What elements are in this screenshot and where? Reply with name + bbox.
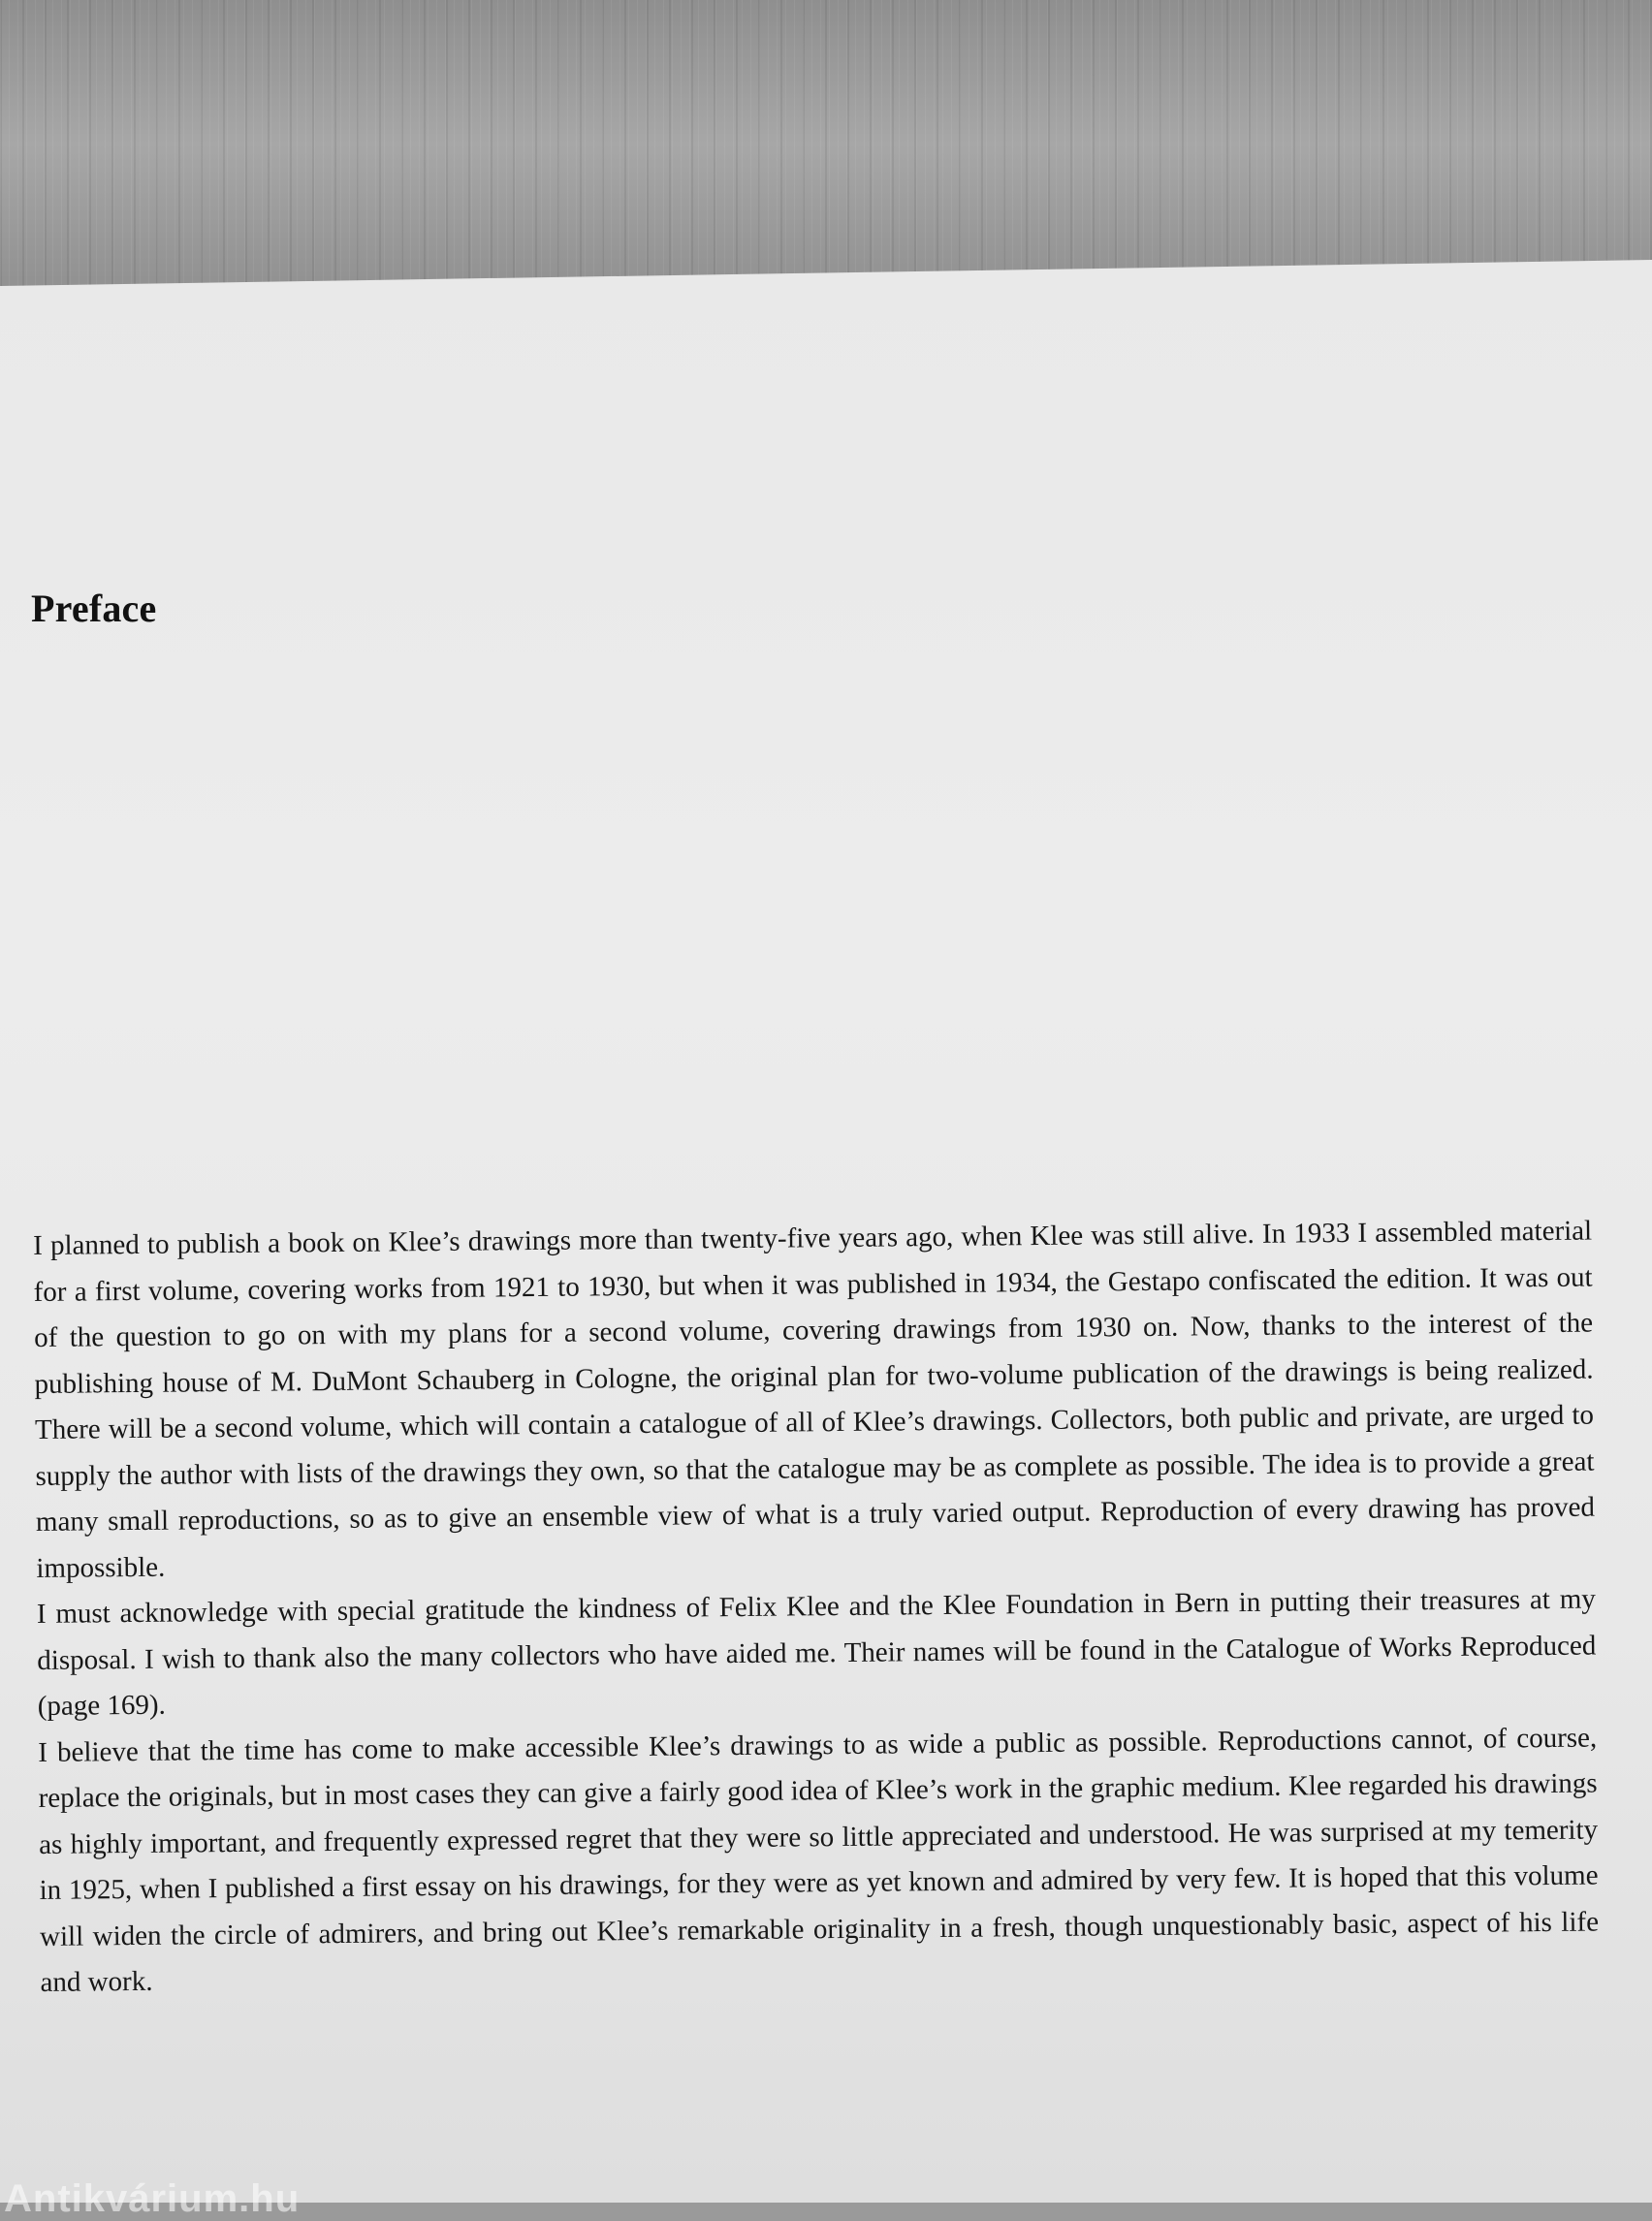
preface-body	[33, 1209, 1600, 2007]
body-paragraph: I believe that the time has come to make accessible Klee’s drawings to as wide a public as possible. Reproductions cannot, of course, replace the originals, but in most cases they can give a fairly good idea of Klee’s work in the graphic medium. Klee regarded his drawings as highly important, and frequently expressed regret that they were so little appreciated and understood. He was surprised at my temerity in 1925, when I published a first essay on his drawings, for they were as yet known and admired by very few. It is hoped that this volume will widen the circle of admirers, and bring out Klee’s remarkable originality in a fresh, though unquestionably basic, aspect of his life and work.	[38, 1722, 1600, 1998]
watermark-logo: Antikvárium.hu	[4, 2177, 301, 2220]
page-title: Preface	[31, 587, 157, 630]
body-paragraph: I planned to publish a book on Klee’s drawings more than twenty-five years ago, when Klee was still alive. In 1933 I assembled material for a first volume, covering works from 1921 to 1930, but when it was published in 1934, the Gestapo confiscated the edition. It was out of the question to go on with my plans for a second volume, covering drawings from 1930 on. Now, thanks to the interest of the publishing house of M. DuMont Schauberg in Cologne, the original plan for two-volume publication of the drawings is being realized. There will be a second volume, which will contain a catalogue of all of Klee’s drawings. Collectors, both public and private, are urged to supply the author with lists of the drawings they own, so that the catalogue may be as complete as possible. The idea is to provide a great many small reproductions, so as to give an ensemble view of what is a truly varied output. Reproduction of every drawing has proved impossible.	[33, 1215, 1596, 1584]
body-paragraph: I must acknowledge with special gratitude the kindness of Felix Klee and the Klee Foundation in Bern in putting their treasures at my disposal. I wish to thank also the many collectors who have aided me. Their names will be found in the Catalogue of Works Reproduced (page 169).	[36, 1583, 1597, 1722]
